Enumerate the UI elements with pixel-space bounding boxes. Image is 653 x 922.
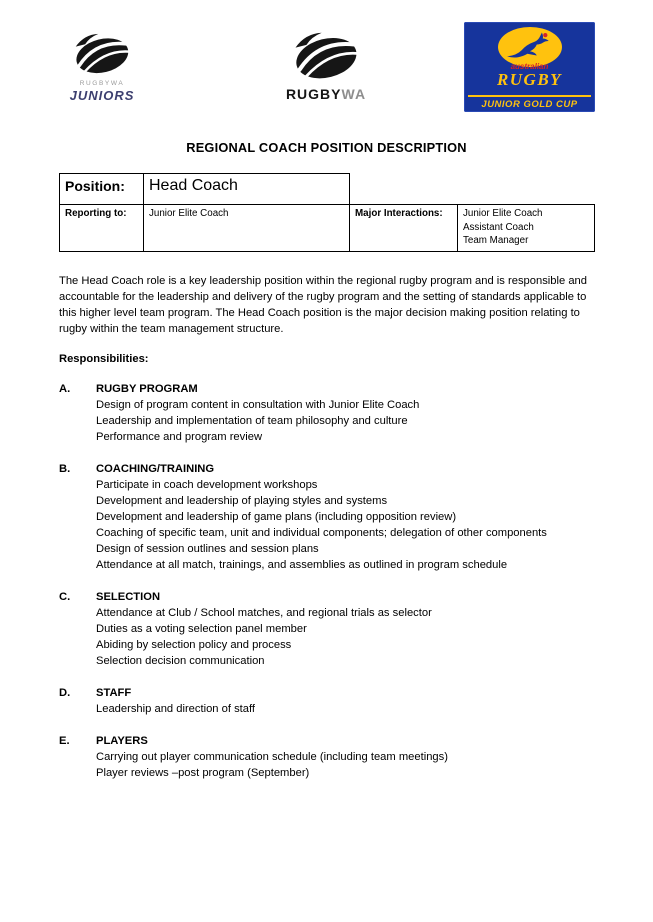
major-interactions-label: Major Interactions: (350, 205, 458, 252)
section-item: Design of session outlines and session plans (96, 543, 319, 555)
logo-strip (0, 0, 653, 118)
section-heading: COACHING/TRAINING (96, 463, 215, 475)
section-items (96, 701, 594, 717)
position-label: Position: (60, 174, 144, 205)
section-item: Player reviews –post program (September) (96, 767, 310, 779)
document-content (0, 140, 653, 781)
rugbywa-juniors-logo (60, 28, 144, 103)
section-selection (59, 589, 594, 669)
position-table (59, 173, 595, 252)
junior-gold-cup-banner: JUNIOR GOLD CUP (468, 95, 591, 110)
rugby-wordmark: RUGBY (496, 70, 563, 89)
rugby-ball-swirl-icon (288, 26, 364, 84)
reporting-row (60, 205, 595, 252)
rugbywa-caption: RUGBYWA (79, 80, 125, 87)
section-letter: B. (59, 463, 71, 475)
rugbywa-wordmark (280, 86, 372, 102)
rugby-word-part: RUGBY (285, 86, 342, 102)
section-header (59, 589, 594, 605)
section-header (59, 685, 594, 701)
section-players (59, 733, 594, 781)
rugbywa-logo (280, 26, 372, 102)
section-heading: PLAYERS (96, 735, 148, 747)
section-items (96, 605, 594, 669)
section-letter: E. (59, 735, 70, 747)
section-letter: C. (59, 591, 71, 603)
major-interactions-value (458, 205, 595, 252)
wa-word-part: WA (341, 86, 367, 102)
section-item: Attendance at all match, trainings, and assemblies as outlined in program schedule (96, 559, 508, 571)
section-staff (59, 685, 594, 717)
section-header (59, 733, 594, 749)
section-items (96, 477, 594, 573)
section-item: Design of program content in consultation with Junior Elite Coach (96, 399, 420, 411)
section-item: Leadership and implementation of team philosophy and culture (96, 415, 408, 427)
section-item: Performance and program review (96, 431, 263, 443)
section-rugby-program (59, 381, 594, 445)
section-item: Participate in coach development workshops (96, 479, 318, 491)
reporting-to-label: Reporting to: (60, 205, 144, 252)
interaction-item: Junior Elite Coach (463, 208, 543, 219)
juniors-wordmark: JUNIORS (69, 88, 135, 103)
table-spacer (350, 174, 595, 205)
section-item: Duties as a voting selection panel member (96, 623, 307, 635)
section-header (59, 381, 594, 397)
section-letter: D. (59, 687, 71, 699)
section-item: Development and leadership of game plans (including opposition review) (96, 511, 457, 523)
section-items (96, 749, 594, 781)
section-item: Leadership and direction of staff (96, 703, 256, 715)
intro-paragraph: The Head Coach role is a key leadership position within the regional rugby program and is responsible and accountable for the leadership and delivery of the rugby program and the setting of standards applicable to this higher level team program. The Head Coach position is the major decision making position relating to rugby within the team management structure. (59, 275, 587, 335)
position-row (60, 174, 595, 205)
section-item: Carrying out player communication schedule (including team meetings) (96, 751, 448, 763)
australian-script: australian (510, 62, 549, 71)
section-header (59, 461, 594, 477)
section-heading: STAFF (96, 687, 132, 699)
interaction-item: Team Manager (463, 235, 529, 246)
section-item: Attendance at Club / School matches, and regional trials as selector (96, 607, 432, 619)
section-coaching-training (59, 461, 594, 573)
wallaby-icon (502, 30, 558, 64)
reporting-to-value: Junior Elite Coach (144, 205, 350, 252)
responsibilities-heading: Responsibilities: (59, 353, 149, 365)
rugby-ball-swirl-icon (70, 28, 134, 78)
document-title: REGIONAL COACH POSITION DESCRIPTION (186, 140, 467, 155)
section-item: Abiding by selection policy and process (96, 639, 292, 651)
section-heading: SELECTION (96, 591, 161, 603)
junior-gold-cup-logo (464, 22, 595, 112)
position-value: Head Coach (144, 174, 350, 205)
section-item: Selection decision communication (96, 655, 265, 667)
section-item: Coaching of specific team, unit and individual components; delegation of other components (96, 527, 547, 539)
section-letter: A. (59, 383, 71, 395)
section-heading: RUGBY PROGRAM (96, 383, 198, 395)
section-item: Development and leadership of playing styles and systems (96, 495, 388, 507)
wallaby-emblem (498, 27, 562, 67)
section-items (96, 397, 594, 445)
interaction-item: Assistant Coach (463, 221, 534, 233)
